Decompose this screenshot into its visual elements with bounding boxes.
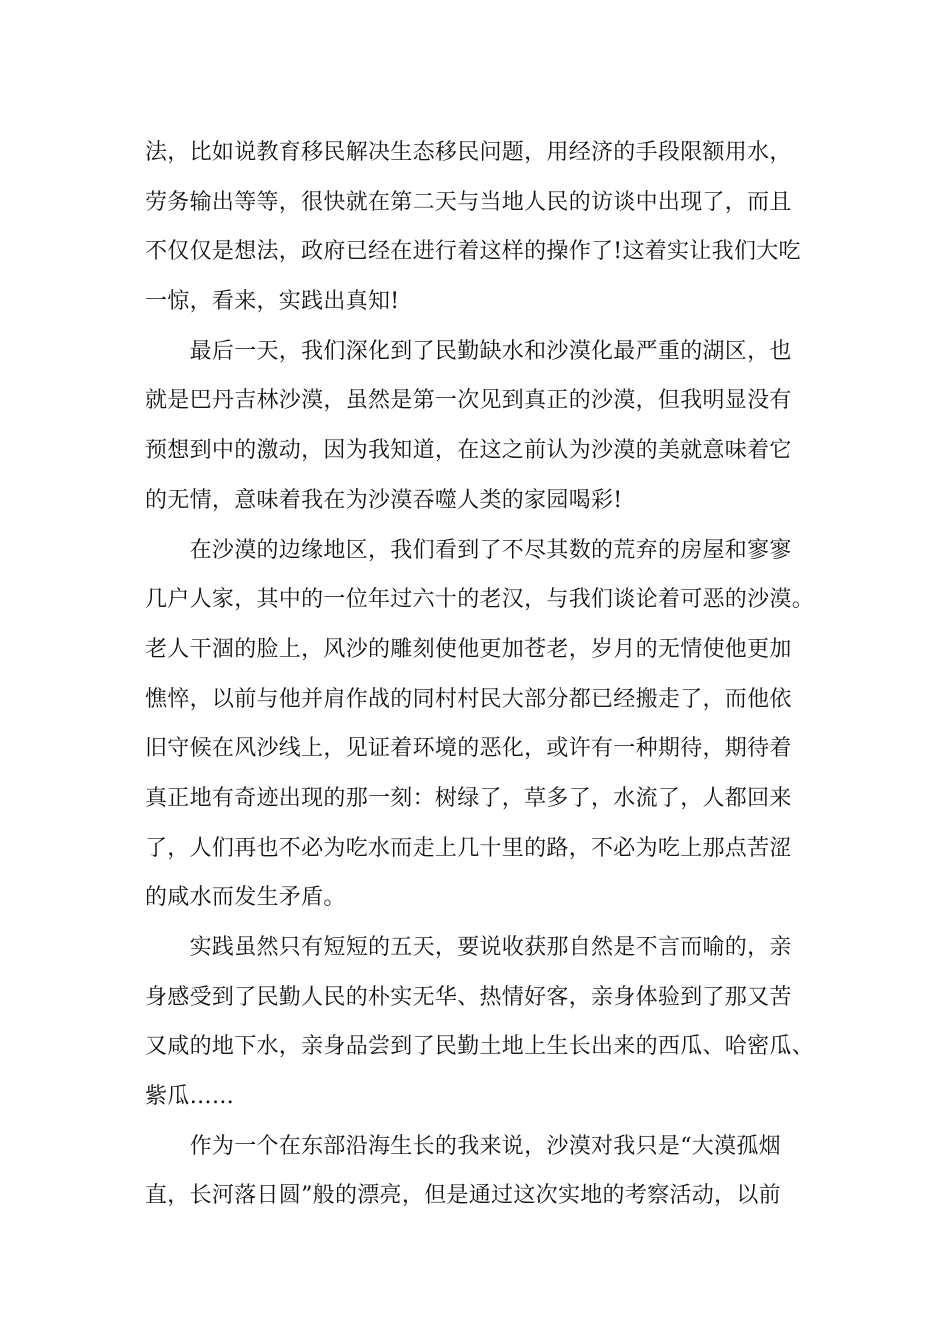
text-line: 直，长河落日圆”般的漂亮，但是通过这次实地的考察活动，以前 [145, 1183, 781, 1209]
text-line: 实践虽然只有短短的五天，要说收获那自然是不言而喻的，亲 [145, 935, 792, 960]
text-line: 在沙漠的边缘地区，我们看到了不尽其数的荒弃的房屋和寥寥 [145, 537, 792, 563]
text-line: 就是巴丹吉林沙漠，虽然是第一次见到真正的沙漠，但我明显没有 [145, 388, 792, 414]
text-line: 真正地有奇迹出现的那一刻：树绿了，草多了，水流了，人都回来 [145, 785, 792, 811]
text-line: 劳务输出等等，很快就在第二天与当地人民的访谈中出现了，而且 [145, 189, 792, 215]
text-line: 又咸的地下水，亲身品尝到了民勤土地上生长出来的西瓜、哈密瓜、 [145, 1034, 815, 1060]
text-line: 预想到中的激动，因为我知道，在这之前认为沙漠的美就意味着它 [145, 438, 792, 464]
text-line: 的无情，意味着我在为沙漠吞噬人类的家园喝彩! [145, 487, 623, 513]
text-line: 的咸水而发生矛盾。 [145, 885, 346, 911]
text-line: 身感受到了民勤人民的朴实无华、热情好客，亲身体验到了那又苦 [145, 984, 792, 1010]
text-line: 老人干涸的脸上，风沙的雕刻使他更加苍老，岁月的无情使他更加 [145, 636, 792, 662]
body-text [145, 128, 815, 1221]
text-line: 憔悴，以前与他并肩作战的同村村民大部分都已经搬走了，而他依 [145, 686, 792, 712]
text-line: 不仅仅是想法，政府已经在进行着这样的操作了!这着实让我们大吃 [145, 239, 801, 265]
text-line: 一惊，看来，实践出真知! [145, 289, 400, 315]
text-line: 几户人家，其中的一位年过六十的老汉，与我们谈论着可恶的沙漠。 [145, 587, 815, 613]
text-line: 最后一天，我们深化到了民勤缺水和沙漠化最严重的湖区，也 [145, 338, 792, 364]
text-line: 法，比如说教育移民解决生态移民问题，用经济的手段限额用水， [145, 140, 792, 165]
text-line: 紫瓜…… [145, 1084, 235, 1110]
text-line: 作为一个在东部沿海生长的我来说，沙漠对我只是“大漠孤烟 [145, 1133, 781, 1159]
text-line: 旧守候在风沙线上，见证着环境的恶化，或许有一种期待，期待着 [145, 736, 792, 762]
text-line: 了，人们再也不必为吃水而走上几十里的路，不必为吃上那点苦涩 [145, 835, 792, 861]
